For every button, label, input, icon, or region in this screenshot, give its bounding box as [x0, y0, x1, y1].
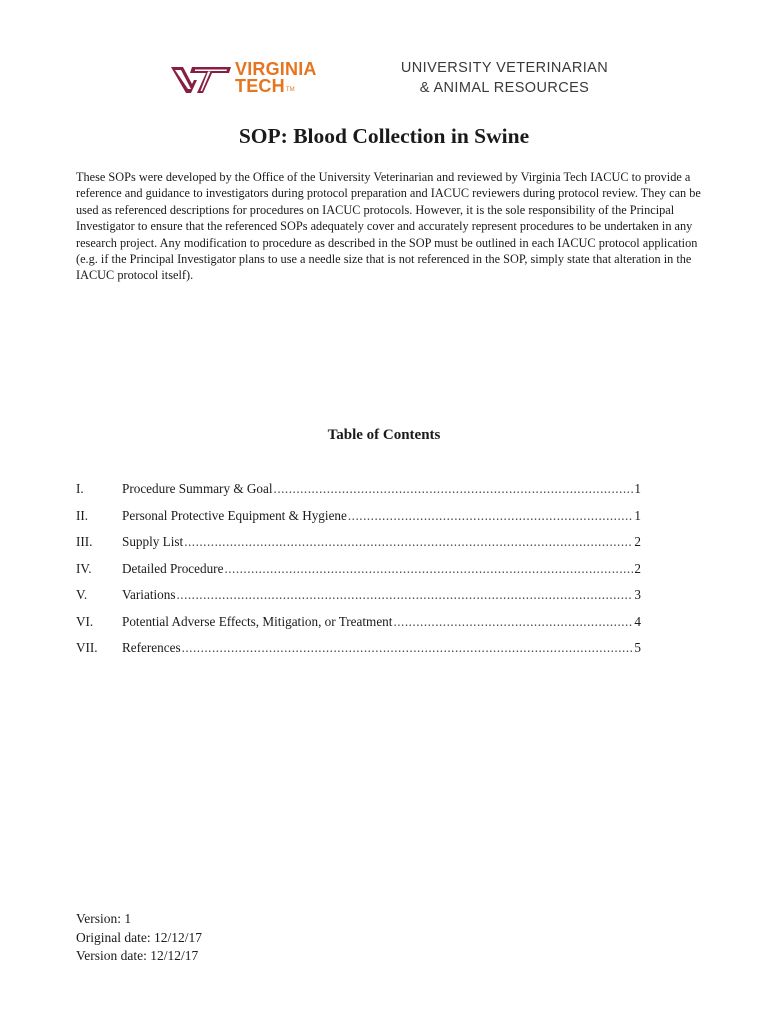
version-date: Version date: 12/12/17	[76, 948, 199, 963]
toc-item-page: 4	[634, 613, 641, 629]
toc-item-references[interactable]	[76, 640, 641, 667]
toc-item-variations[interactable]	[76, 587, 641, 614]
toc-dot-leader	[274, 481, 634, 497]
toc-item-number: IV.	[76, 560, 92, 576]
document-title: SOP: Blood Collection in Swine	[238, 124, 530, 148]
toc-item-page: 3	[634, 587, 641, 602]
toc-item-label: Variations	[122, 587, 176, 602]
toc-item-number: I.	[76, 481, 84, 496]
logo-line-tech-text: TECH	[235, 76, 285, 96]
toc-dot-leader	[224, 561, 633, 577]
version-info	[76, 910, 202, 966]
toc-item-number: III.	[76, 534, 93, 549]
toc-item-page: 1	[634, 507, 641, 523]
toc-item-label: References	[122, 640, 181, 655]
toc-item-label: Procedure Summary & Goal	[122, 481, 273, 496]
original-date: Original date: 12/12/17	[76, 929, 202, 945]
toc-dot-leader	[176, 587, 633, 603]
vt-monogram-icon	[170, 64, 232, 96]
toc-item-label: Detailed Procedure	[122, 560, 224, 576]
intro-paragraph: These SOPs were developed by the Office of the University Veterinarian and reviewed by Virginia Tech IACUC to provide a reference and guidance to investigators during protocol preparation and IACUC reviewers during protocol review. They can be used as referenced descriptions for procedures on IACUC protocols. However, it is the sole responsibility of the Principal Investigator to ensure that the referenced SOPs adequately cover and accurately represent procedures to be undertaken in any research project. Any modification to procedure as described in the SOP must be outlined in each IACUC protocol application (e.g. if the Principal Investigator plans to use a needle size that is not referenced in the SOP, simply state that alteration in the IACUC protocol itself).	[76, 170, 701, 283]
logo-line-virginia: VIRGINIA	[235, 59, 317, 79]
version-number: Version: 1	[76, 911, 132, 926]
toc-item-supply-list[interactable]	[76, 534, 641, 561]
toc-item-number: II.	[76, 507, 89, 523]
toc-item-label: Supply List	[122, 534, 184, 549]
toc-item-number: VI.	[76, 613, 94, 629]
department-line-1: UNIVERSITY VETERINARIAN	[400, 60, 609, 76]
toc-item-page: 2	[634, 560, 641, 576]
toc-dot-leader	[184, 534, 633, 550]
table-of-contents	[76, 481, 641, 667]
page-header	[170, 58, 620, 102]
toc-item-ppe-hygiene[interactable]	[76, 508, 641, 535]
logo-line-tech	[235, 78, 317, 99]
toc-item-number: VII.	[76, 640, 98, 655]
department-line-2: & ANIMAL RESOURCES	[419, 80, 590, 96]
toc-item-number: V.	[76, 587, 88, 602]
toc-item-procedure-summary[interactable]	[76, 481, 641, 508]
trademark-symbol: TM	[285, 87, 295, 93]
toc-item-detailed-procedure[interactable]	[76, 561, 641, 588]
department-name	[397, 58, 612, 98]
toc-item-page: 2	[634, 534, 641, 549]
toc-dot-leader	[348, 508, 634, 524]
toc-item-label: Personal Protective Equipment & Hygiene	[122, 507, 347, 523]
toc-dot-leader	[393, 614, 633, 630]
toc-item-page: 5	[634, 640, 641, 655]
toc-item-page: 1	[634, 481, 641, 496]
toc-item-adverse-effects[interactable]	[76, 614, 641, 641]
virginia-tech-logo	[170, 60, 345, 100]
toc-item-label: Potential Adverse Effects, Mitigation, or Treatment	[122, 613, 393, 629]
toc-dot-leader	[182, 640, 634, 656]
virginia-tech-wordmark	[235, 61, 317, 99]
toc-heading: Table of Contents	[327, 427, 441, 443]
